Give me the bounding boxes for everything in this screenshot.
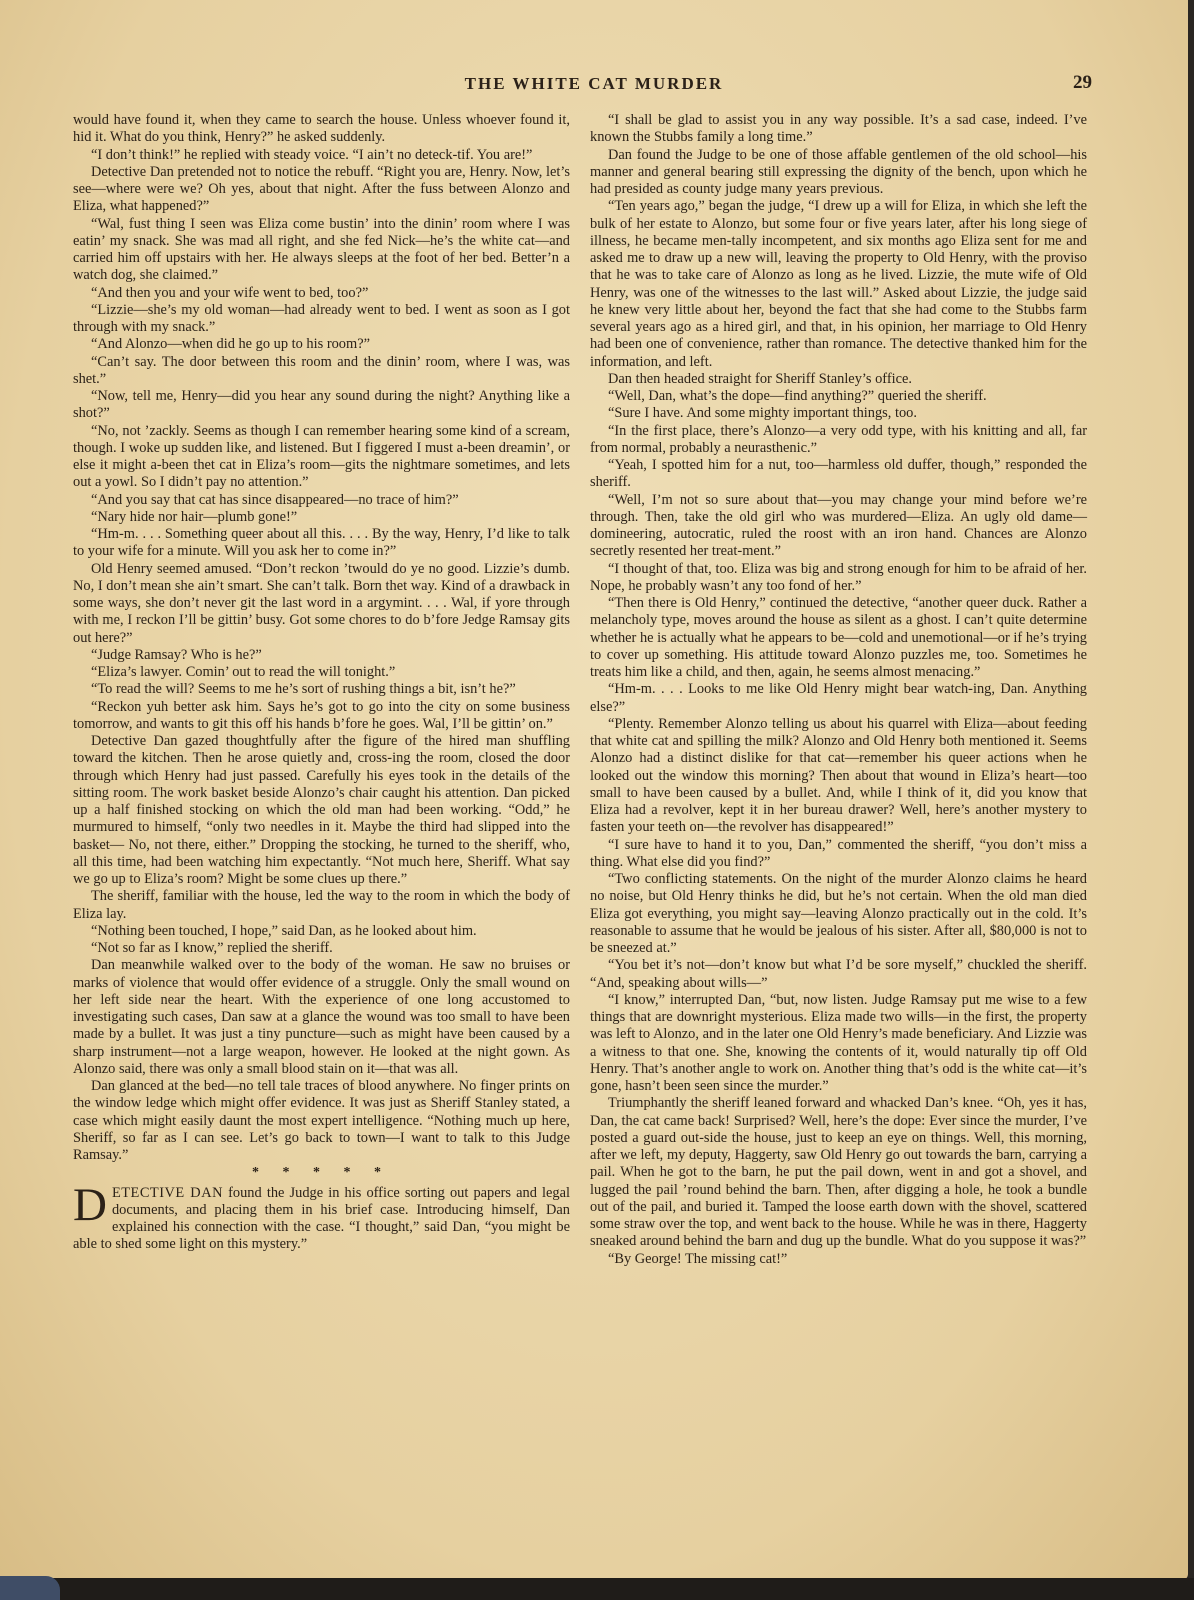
running-title: THE WHITE CAT MURDER <box>464 74 724 93</box>
paragraph: “Well, Dan, what’s the dope—find anything?” queried the sheriff. <box>608 388 987 404</box>
paragraph: Dan glanced at the bed—no tell tale traces of blood anywhere. No finger prints on the window ledge which might offer evidence. It was just as Sheriff Stanley stated, a case which might easily daunt the most expert intelligence. “Nothing much up here, Sheriff, so far as I can see. Let’s go back to town—I want to talk to this Judge Ramsay.” <box>73 1078 570 1163</box>
paragraph: “I shall be glad to assist you in any way possible. It’s a sad case, indeed. I’ve known the Stubbs family a long time.” <box>590 112 1087 146</box>
paragraph: Dan meanwhile walked over to the body of the woman. He saw no bruises or marks of violence that would offer evidence of a struggle. Only the small wound on her left side near the heart. With the experience of one long accustomed to investigating such cases, Dan saw at a glance the wound was too small to have been made by a bullet. It was just a tiny puncture—such as might have been caused by a sharp instrument—not a large weapon, however. He looked at the night gown. As Alonzo said, there was only a small blood stain on it—that was all. <box>73 957 570 1077</box>
paragraph: Old Henry seemed amused. “Don’t reckon ’twould do ye no good. Lizzie’s dumb. No, I don’t mean she ain’t smart. She can’t talk. Born thet way. Kind of a drawback in some ways, she don’t never git the last word in a argymint. . . . Wal, if yore through with me, I reckon I’ll be gittin’ busy. Got some chores to do b’fore Jedge Ramsay gits out here?” <box>73 560 570 646</box>
paragraph: “In the first place, there’s Alonzo—a very odd type, with his knitting and all, far from normal, probably a neurasthenic.” <box>590 422 1087 456</box>
page-header <box>0 72 1188 96</box>
paragraph: The sheriff, familiar with the house, led the way to the room in which the body of Eliza lay. <box>73 888 570 922</box>
paragraph: Detective Dan pretended not to notice the rebuff. “Right you are, Henry. Now, let’s see—where were we? Oh yes, about that night. After the fuss between Alonzo and Eliza, what happened?” <box>73 163 570 215</box>
paragraph: “Ten years ago,” began the judge, “I drew up a will for Eliza, in which she left the bulk of her estate to Alonzo, but some four or five years later, after his long siege of illness, he became men-tally incompetent, and six months ago Eliza sent for me and asked me to draw up a new will, leaving the property to Old Henry, with the proviso that he was to take care of Alonzo as long as he lived. Lizzie, the mute wife of Old Henry, was one of the witnesses to the last will.” Asked about Lizzie, the judge said he knew very little about her, beyond the fact that she had come to the Stubbs farm several years ago as a hired girl, and that, in his opinion, her marriage to Old Henry had been one of convenience, rather than romance. The detective thanked him for the information, and left. <box>590 198 1087 370</box>
dropcap-lead-text: ETECTIVE DAN <box>111 1184 223 1201</box>
paragraph: “Judge Ramsay? Who is he?” <box>91 646 262 663</box>
paragraph: Detective Dan gazed thoughtfully after the figure of the hired man shuffling toward the kitchen. Then he arose quietly and, cross-ing the room, closed the door through which Henry had just passed. Carefully his eyes took in the details of the sitting room. The work basket beside Alonzo’s chair caught his attention. Dan picked up a half finished stocking on which the old man had been working. “Odd,” he murmured to himself, “only two needles in it. Maybe the third had slipped into the basket— No, not there, either.” Dropping the stocking, he turned to the sheriff, who, all this time, had been watching him expectantly. “Not much here, Sheriff. What say we go up to Eliza’s room? Might be some clues up there.” <box>73 733 570 887</box>
paragraph: “I don’t think!” he replied with steady voice. “I ain’t no deteck-tif. You are!” <box>91 146 533 163</box>
paragraph: “You bet it’s not—don’t know but what I’d be sore myself,” chuckled the sheriff. “And, speaking about wills—” <box>590 957 1087 991</box>
paragraph: “Well, I’m not so sure about that—you may change your mind before we’re through. Then, take the old girl who was murdered—Eliza. An ugly old dame—domineering, autocratic, ruled the roost with an iron hand. Chances are Alonzo secretly resented her treat-ment.” <box>590 491 1087 560</box>
paragraph: “Eliza’s lawyer. Comin’ out to read the will tonight.” <box>91 664 396 680</box>
paragraph: “Hm-m. . . . Something queer about all this. . . . By the way, Henry, I’d like to talk to your wife for a minute. Will you ask her to come in?” <box>73 526 570 560</box>
paragraph: “I thought of that, too. Eliza was big and strong enough for him to be afraid of her. Nope, he probably wasn’t any too fond of her.” <box>590 560 1087 594</box>
paragraph: “By George! The missing cat!” <box>608 1250 788 1267</box>
paragraph: “And then you and your wife went to bed, too?” <box>91 284 369 301</box>
right-column <box>590 112 1087 1268</box>
paragraph: “Nothing been touched, I hope,” said Dan, as he looked about him. <box>91 922 477 939</box>
paragraph: “Then there is Old Henry,” continued the detective, “another queer duck. Rather a melancholy type, moves around the house as silent as a ghost. I can’t quite determine whether he is actually what he appears to be—cold and unemotional—or if he’s trying to cover up something. His attitude toward Alonzo puzzles me, too. Sometimes he treats him like a child, and then, again, he seems almost menacing.” <box>590 595 1087 680</box>
paragraph: “Sure I have. And some mighty important things, too. <box>608 405 917 422</box>
section-separator: * * * * * <box>252 1165 391 1181</box>
paragraph: “I know,” interrupted Dan, “but, now listen. Judge Ramsay put me wise to a few things that are downright mysterious. Eliza made two wills—in the first, the property was left to Alonzo, and in the later one Old Henry’s made beneficiary. And Lizzie was a witness to that one. She, knowing the contents of it, would naturally tip off Old Henry. That’s another angle to work on. Another thing that’s odd is the white cat—it’s gone, hasn’t been seen since the murder.” <box>590 991 1087 1094</box>
paragraph: “Not so far as I know,” replied the sheriff. <box>91 940 333 956</box>
dropcap-paragraph <box>73 1178 571 1254</box>
paragraph: “To read the will? Seems to me he’s sort of rushing things a bit, isn’t he?” <box>91 681 516 698</box>
paragraph: “And you say that cat has since disappeared—no trace of him?” <box>91 491 459 508</box>
paragraph: “Can’t say. The door between this room and the dinin’ room, where I was, was shet.” <box>73 353 570 387</box>
paragraph: Dan then headed straight for Sheriff Stanley’s office. <box>608 370 912 387</box>
paragraph: “I sure have to hand it to you, Dan,” commented the sheriff, “you don’t miss a thing. What else did you find?” <box>590 836 1087 870</box>
paragraph: “Nary hide nor hair—plumb gone!” <box>91 508 298 525</box>
paragraph: “And Alonzo—when did he go up to his room?” <box>91 336 370 353</box>
dropcap-rest-text: found the Judge in his office sorting out papers and legal documents, and placing them in his brief case. Introducing himself, Dan explained his connection with the case. “I thought,” said Dan, “you might be able to shed some light on this mystery.” <box>73 1184 571 1253</box>
page-edge-shadow <box>0 1578 1194 1600</box>
corner-stain <box>0 1576 60 1600</box>
paragraph: Dan found the Judge to be one of those affable gentlemen of the old school—his manner and general bearing still expressing the dignity of the bench, upon which he had presided as county judge many years previous. <box>590 146 1087 197</box>
paragraph: “Hm-m. . . . Looks to me like Old Henry might bear watch-ing, Dan. Anything else?” <box>590 681 1087 715</box>
drop-cap-letter: D <box>73 1178 107 1231</box>
page-number: 29 <box>1073 72 1092 93</box>
paragraph: “Now, tell me, Henry—did you hear any sound during the night? Anything like a shot?” <box>73 388 570 422</box>
paragraph: “No, not ’zackly. Seems as though I can remember hearing some kind of a scream, though. I woke up sudden like, and listened. But I figgered I must a-been dreamin’, or else it might a-been thet cat in Eliza’s room—gits the nightmare sometimes, and lets out a yowl. So I didn’t pay no attention.” <box>73 422 570 491</box>
paragraph: Triumphantly the sheriff leaned forward and whacked Dan’s knee. “Oh, yes it has, Dan, the cat came back! Surprised? Well, here’s the dope: Ever since the murder, I’ve posted a guard out-side the house, just to keep an eye on things. Well, this morning, after we left, my deputy, Haggerty, saw Old Henry go out towards the barn, carrying a pail. When he got to the barn, he put the pail down, went in and got a shovel, and lugged the pail ’round behind the barn. Then, after digging a hole, he took a bundle out of the pail, and buried it. Tamped the loose earth down with the shovel, scattered some straw over the top, and went back to the house. While he was in there, Haggerty sneaked around behind the barn and dug up the bundle. What do you suppose it was?” <box>590 1095 1087 1250</box>
paragraph: “Plenty. Remember Alonzo telling us about his quarrel with Eliza—about feeding that white cat and spilling the milk? Alonzo and Old Henry both mentioned it. Seems Alonzo had a distinct dislike for that cat—remember his queer actions when he looked out the window this morning? Then about that wound in Eliza’s heart—too small to have been caused by a bullet. And, while I think of it, did you know that Eliza had a revolver, kept it in her bureau drawer? Well, here’s another mystery to fasten your teeth on—the revolver has disappeared!” <box>590 715 1087 836</box>
paragraph: “Reckon yuh better ask him. Says he’s got to go into the city on some business tomorrow, and wants to git this off his hands b’fore he goes. Wal, I’ll be gittin’ on.” <box>73 698 570 732</box>
paragraph: “Yeah, I spotted him for a nut, too—harmless old duffer, though,” responded the sheriff. <box>590 457 1087 491</box>
paragraph: “Lizzie—she’s my old woman—had already went to bed. I went as soon as I got through with my snack.” <box>73 301 570 335</box>
left-column <box>73 112 570 1254</box>
paragraph: would have found it, when they came to search the house. Unless whoever found it, hid it. What do you think, Henry?” he asked suddenly. <box>73 112 570 146</box>
paragraph: “Two conflicting statements. On the night of the murder Alonzo claims he heard no noise, but Old Henry thinks he did, but he’s not certain. When the old man died Eliza got everything, you might say—leaving Alonzo practically out in the cold. It’s reasonable to assume that he would be jealous of his sister. After all, $80,000 is not to be sneezed at.” <box>590 871 1087 956</box>
paragraph: “Wal, fust thing I seen was Eliza come bustin’ into the dinin’ room where I was eatin’ my snack. She was mad all right, and she fed Nick—he’s the white cat—and carried him off upstairs with her. He always sleeps at the foot of her bed. Better’n a watch dog, she claimed.” <box>73 215 570 284</box>
